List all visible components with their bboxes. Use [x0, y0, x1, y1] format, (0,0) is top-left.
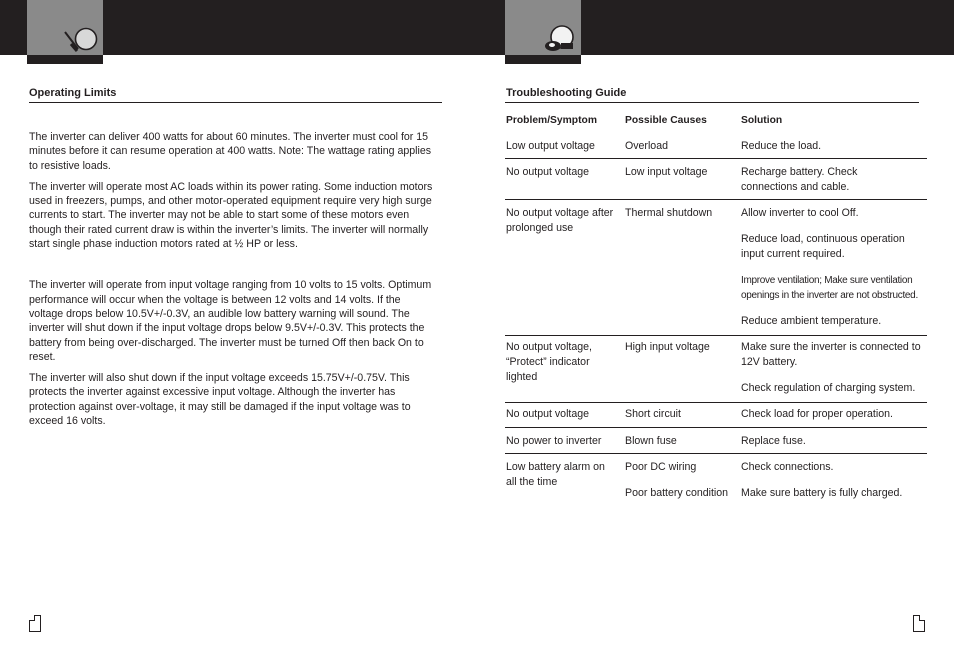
page-corner-icon-left — [29, 615, 41, 632]
cause-cell: Thermal shutdown — [625, 207, 713, 219]
cause-cell: Overload — [625, 140, 668, 152]
header-tab-left — [27, 0, 103, 64]
problem-cell: No output voltage — [506, 166, 590, 178]
solution-cell: Replace fuse. — [741, 435, 806, 447]
cause-cell: Short circuit — [625, 408, 681, 420]
solution-cell: Check load for proper operation. — [741, 408, 893, 420]
solution-cell: Allow inverter to cool Off. — [741, 207, 859, 219]
cause-cell: Poor battery condition — [625, 487, 729, 499]
solution-cell: Check connections. — [741, 461, 834, 473]
problem-cell: No output voltage after prolonged use — [506, 207, 614, 234]
operating-limits-body — [29, 130, 437, 435]
cause-cell: Poor DC wiring — [625, 461, 697, 473]
row-divider — [505, 158, 927, 159]
section-rule-right — [505, 102, 919, 103]
problem-cell: No power to inverter — [506, 435, 602, 447]
column-header-cause: Possible Causes — [625, 115, 707, 126]
problem-cell: Low output voltage — [506, 140, 595, 152]
row-divider — [505, 402, 927, 403]
row-divider — [505, 453, 927, 454]
solution-cell: Reduce load, continuous operation input current required. — [741, 233, 905, 260]
paragraph: The inverter will also shut down if the input voltage exceeds 15.75V+/-0.75V. This protects the inverter against excessive input voltage. Although the inverter has protection against over-voltage, it may still be damaged if the input voltage was to exceed 16 volts. — [29, 372, 411, 428]
solution-cell: Check regulation of charging system. — [741, 382, 916, 394]
speaker-icon — [539, 24, 579, 58]
solution-cell: Reduce ambient temperature. — [741, 315, 882, 327]
solution-cell: Make sure battery is fully charged. — [741, 487, 903, 499]
solution-cell: Recharge battery. Check connections and cable. — [741, 166, 858, 193]
cause-cell: Blown fuse — [625, 435, 677, 447]
problem-cell: Low battery alarm on all the time — [506, 461, 605, 488]
paragraph: The inverter will operate most AC loads within its power rating. Some induction motors used in freezers, pumps, and other motor-operated equipment require very high surge currents to start. The inverter may not be able to start some of these motors even though their rated current draw is within the inverter’s limits. The inverter will normally start single phase induction motors rated at ½ HP or less. — [29, 180, 433, 251]
section-title-troubleshooting: Troubleshooting Guide — [506, 87, 627, 99]
cause-cell: Low input voltage — [625, 166, 708, 178]
column-header-solution: Solution — [741, 115, 783, 126]
solution-cell: Reduce the load. — [741, 140, 822, 152]
page-corner-icon-right — [913, 615, 925, 632]
paragraph: The inverter can deliver 400 watts for about 60 minutes. The inverter must cool for 15 minutes before it can resume operation at 400 watts. Note: The wattage rating applies to resistive loads. — [29, 131, 432, 172]
section-title-operating-limits: Operating Limits — [29, 87, 117, 99]
section-rule-left — [29, 102, 442, 103]
cause-cell: High input voltage — [625, 341, 710, 353]
row-divider — [505, 335, 927, 336]
solution-cell: Improve ventilation; Make sure ventilation openings in the inverter are not obstructed. — [741, 275, 918, 301]
problem-cell: No output voltage, “Protect” indicator lighted — [506, 341, 592, 383]
row-divider — [505, 427, 927, 428]
problem-cell: No output voltage — [506, 408, 590, 420]
solution-cell: Make sure the inverter is connected to 12V battery. — [741, 341, 921, 368]
row-divider — [505, 199, 927, 200]
header-tab-right — [505, 0, 581, 64]
paragraph: The inverter will operate from input voltage ranging from 10 volts to 15 volts. Optimum performance will occur when the voltage is between 12 volts and 14 volts. If the voltage drops below 10.5V+/-0.3V, an audible low battery warning will sound. The inverter will shut down if the input voltage drops below 9.5V+/-0.3V. This protects the battery from being over-discharged. The inverter must be turned Off then back On to reset. — [29, 279, 432, 363]
magnifier-icon — [61, 24, 101, 58]
column-header-problem: Problem/Symptom — [506, 115, 597, 126]
